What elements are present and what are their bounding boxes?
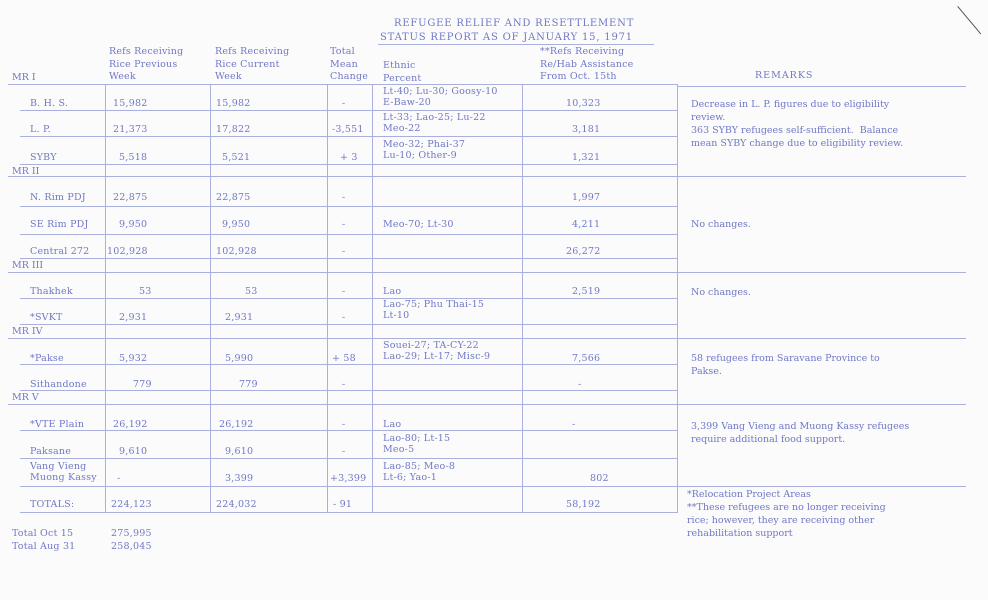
row-change: -	[342, 419, 346, 430]
rule	[20, 110, 678, 111]
row-site: SE Rim PDJ	[30, 219, 89, 230]
row-curr: 3,399	[225, 473, 254, 484]
row-curr: 5,990	[225, 353, 254, 364]
totals-rehab: 58,192	[566, 499, 601, 510]
rule	[20, 430, 678, 431]
section-mr1: MR I	[12, 72, 36, 83]
extra-total-value: 258,045	[111, 541, 152, 552]
row-rehab: 1,321	[572, 152, 601, 163]
row-change: -	[342, 446, 346, 457]
header-curr-week: Refs Receiving Rice Current Week	[215, 46, 290, 82]
row-rehab: 2,519	[572, 286, 601, 297]
row-rehab: 3,181	[572, 124, 601, 135]
row-site: N. Rim PDJ	[30, 192, 86, 203]
row-prev: 2,931	[119, 312, 148, 323]
row-prev: 9,610	[119, 446, 148, 457]
header-change: Total Mean Change	[330, 46, 369, 82]
column-rule	[677, 84, 678, 512]
row-site: Paksane	[30, 446, 72, 457]
header-prev-week: Refs Receiving Rice Previous Week	[109, 46, 184, 82]
row-curr: 102,928	[216, 246, 257, 257]
rule	[8, 404, 966, 405]
row-change: + 3	[340, 152, 358, 163]
row-change: -3,551	[332, 124, 364, 135]
section-mr3: MR III	[12, 260, 44, 271]
rule	[20, 164, 678, 165]
rule	[20, 298, 678, 299]
remark-mr2: No changes.	[691, 219, 751, 230]
row-curr: 9,950	[222, 219, 251, 230]
column-rule	[327, 84, 328, 512]
row-curr: 17,822	[216, 124, 251, 135]
extra-total-value: 275,995	[111, 528, 152, 539]
rule	[20, 258, 678, 259]
row-prev: 5,518	[119, 152, 148, 163]
rule	[20, 512, 678, 513]
column-rule	[522, 84, 523, 512]
row-change: -	[342, 379, 346, 390]
row-ethnic: Lao-75; Phu Thai-15 Lt-10	[383, 299, 485, 321]
totals-label: TOTALS:	[30, 499, 75, 510]
row-ethnic: Lao-85; Meo-8 Lt-6; Yao-1	[383, 461, 456, 483]
row-site: Vang Vieng Muong Kassy	[30, 461, 97, 483]
row-site: Sithandone	[30, 379, 87, 390]
row-prev: 102,928	[107, 246, 148, 257]
row-change: + 58	[332, 353, 356, 364]
rule	[20, 458, 678, 459]
row-rehab: 1,997	[572, 192, 601, 203]
row-ethnic: Lt-40; Lu-30; Goosy-10 E-Baw-20	[383, 86, 498, 108]
row-curr: 9,610	[225, 446, 254, 457]
row-site: Central 272	[30, 246, 90, 257]
rule	[20, 206, 678, 207]
row-curr: 2,931	[225, 312, 254, 323]
section-mr5: MR V	[12, 392, 39, 403]
column-rule	[210, 84, 211, 512]
rule	[8, 176, 966, 177]
row-curr: 5,521	[222, 152, 251, 163]
row-ethnic: Meo-32; Phai-37 Lu-10; Other-9	[383, 139, 466, 161]
remark-mr1: Decrease in L. P. figures due to eligibility review. 363 SYBY refugees self-sufficient. Balance mean SYBY change due to eligibility review.	[691, 99, 904, 149]
row-change: -	[342, 219, 346, 230]
header-ethnic: Ethnic Percent	[383, 60, 422, 84]
row-prev: 22,875	[113, 192, 148, 203]
title-underline	[378, 44, 654, 45]
title-line-1: REFUGEE RELIEF AND RESETTLEMENT	[394, 18, 635, 29]
row-ethnic: Meo-70; Lt-30	[383, 219, 454, 230]
rule	[20, 136, 678, 137]
row-site: *SVKT	[30, 312, 63, 323]
row-ethnic: Lao	[383, 419, 402, 430]
row-rehab: 4,211	[572, 219, 601, 230]
remark-mr3: No changes.	[691, 287, 751, 298]
row-ethnic: Souei-27; TA-CY-22 Lao-29; Lt-17; Misc-9	[383, 340, 491, 362]
row-change: -	[342, 286, 346, 297]
row-rehab: -	[572, 419, 576, 430]
column-rule	[105, 84, 106, 512]
header-remarks: REMARKS	[755, 70, 814, 81]
row-ethnic: Lt-33; Lao-25; Lu-22 Meo-22	[383, 112, 486, 134]
row-site: B. H. S.	[30, 98, 69, 109]
row-site: Thakhek	[30, 286, 73, 297]
column-rule	[372, 84, 373, 512]
row-change: -	[342, 192, 346, 203]
row-change: -	[342, 246, 346, 257]
rule	[20, 234, 678, 235]
section-mr4: MR IV	[12, 326, 43, 337]
row-prev: 5,932	[119, 353, 148, 364]
section-mr2: MR II	[12, 166, 40, 177]
totals-prev: 224,123	[111, 499, 152, 510]
row-prev: 15,982	[113, 98, 148, 109]
remark-mr5: 3,399 Vang Vieng and Muong Kassy refugees require additional food support.	[691, 421, 910, 445]
row-prev: 21,373	[113, 124, 148, 135]
row-rehab: 802	[590, 473, 609, 484]
rule	[20, 324, 678, 325]
extra-total-label: Total Oct 15	[12, 528, 74, 539]
row-prev: -	[117, 473, 121, 484]
rule	[20, 364, 678, 365]
row-change: -	[342, 312, 346, 323]
row-prev: 9,950	[119, 219, 148, 230]
row-prev: 26,192	[113, 419, 148, 430]
row-prev: 779	[133, 379, 152, 390]
row-site: L. P.	[30, 124, 51, 135]
rule	[20, 486, 966, 487]
row-site: SYBY	[30, 152, 57, 163]
totals-change: - 91	[333, 499, 353, 510]
rule	[20, 390, 678, 391]
title-line-2: STATUS REPORT AS OF JANUARY 15, 1971	[380, 32, 633, 43]
remark-mr4: 58 refugees from Saravane Province to Pakse.	[691, 353, 880, 377]
rule	[8, 272, 966, 273]
row-prev: 53	[139, 286, 152, 297]
row-curr: 26,192	[219, 419, 254, 430]
rule	[678, 86, 966, 87]
row-rehab: -	[578, 379, 582, 390]
row-rehab: 26,272	[566, 246, 601, 257]
header-rehab: **Refs Receiving Re/Hab Assistance From Oct. 15th	[540, 46, 634, 82]
row-site: *VTE Plain	[30, 419, 85, 430]
row-change: -	[342, 98, 346, 109]
row-ethnic: Lao	[383, 286, 402, 297]
rule	[8, 338, 966, 339]
extra-total-label: Total Aug 31	[12, 541, 76, 552]
row-ethnic: Lao-80; Lt-15 Meo-5	[383, 433, 451, 455]
row-curr: 15,982	[216, 98, 251, 109]
totals-curr: 224,032	[216, 499, 257, 510]
row-rehab: 7,566	[572, 353, 601, 364]
row-site: *Pakse	[30, 353, 64, 364]
row-curr: 22,875	[216, 192, 251, 203]
row-curr: 53	[245, 286, 258, 297]
footnotes: *Relocation Project Areas **These refugees are no longer receiving rice; however, they are receiving other rehabilitation support	[687, 489, 886, 539]
row-rehab: 10,323	[566, 98, 601, 109]
corner-mark	[957, 6, 981, 34]
row-change: +3,399	[330, 473, 367, 484]
row-curr: 779	[239, 379, 258, 390]
rule	[8, 84, 678, 85]
